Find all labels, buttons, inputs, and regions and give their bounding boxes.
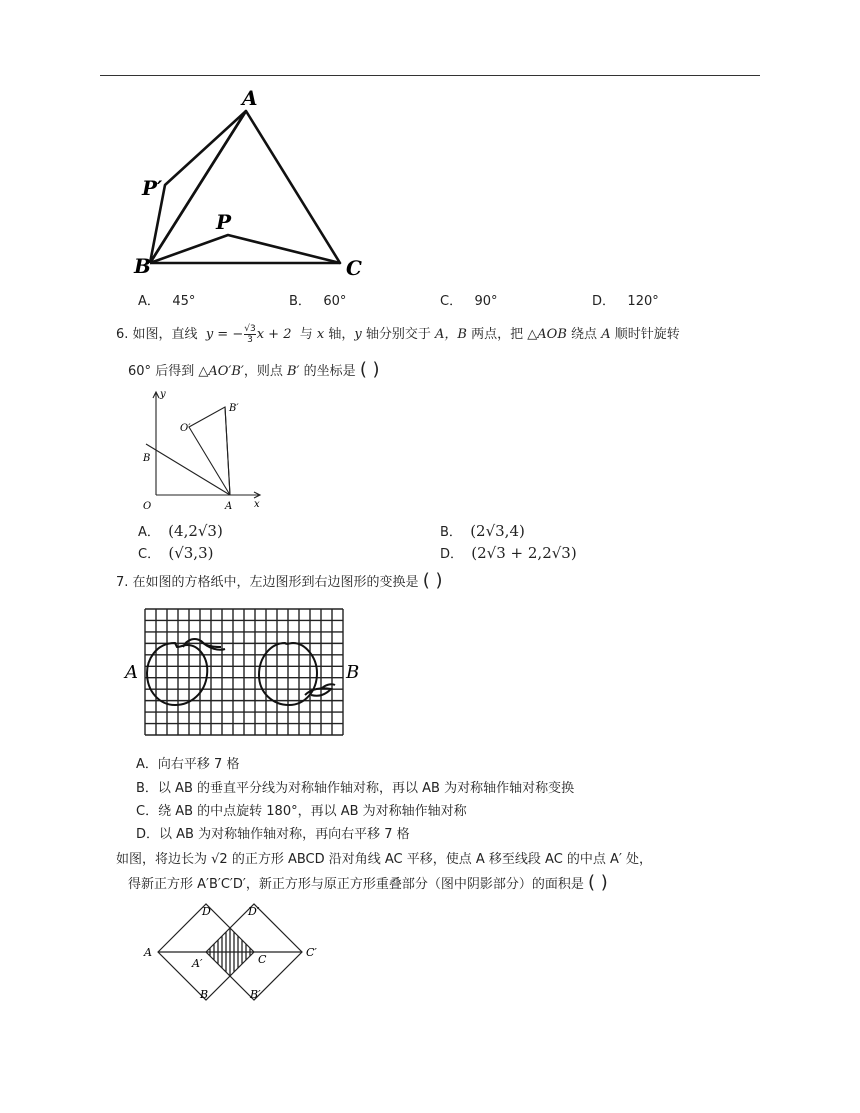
q7-answer-bracket[interactable]: ( ) — [422, 570, 443, 591]
q5-label-a: A — [242, 86, 258, 110]
q6-label-a: A — [225, 501, 233, 512]
q8-label-a-prime: A′ — [192, 957, 203, 970]
q8-figure — [140, 903, 360, 1003]
q6-label-b: B — [143, 453, 151, 464]
q6-label-o: O — [143, 501, 152, 512]
grid-paper — [145, 609, 343, 735]
q6-option-b[interactable]: B． (2√3,4) — [440, 522, 525, 540]
q8-label-a: A — [144, 946, 152, 959]
q6-option-c[interactable]: C． (√3,3) — [138, 544, 214, 562]
q5-option-b[interactable]: B． 60° — [289, 294, 347, 309]
q8-label-d-prime: D′ — [248, 905, 260, 918]
q6-label-b-prime: B′ — [229, 403, 239, 414]
q5-label-c: C — [346, 256, 362, 280]
header-rule — [100, 75, 760, 76]
q6-option-a[interactable]: A． (4,2√3) — [138, 522, 223, 540]
triangle-ao-b — [189, 407, 230, 495]
q8-answer-bracket[interactable]: ( ) — [587, 872, 608, 893]
q5-option-c[interactable]: C． 90° — [440, 294, 498, 309]
q8-label-c: C — [258, 953, 267, 966]
q6-answer-bracket[interactable]: ( ) — [359, 359, 380, 380]
line-ab — [146, 444, 230, 495]
segment-p — [150, 235, 340, 263]
q6-label-y: y — [160, 389, 166, 400]
q6-label-o-prime: O′ — [180, 423, 191, 434]
q6-stem-line1: 6. 如图，直线 y = − $\frac{√3}{3}$ x + 2 与 x 轴，y 轴分别交于 A，B 两点，把 △AOB 绕点 A 顺时针旋转 — [116, 324, 680, 345]
q5-figure — [130, 85, 370, 285]
q7-figure — [125, 603, 365, 743]
q8-stem-line2: 得新正方形 A′B′C′D′，新正方形与原正方形重叠部分（图中阴影部分）的面积是 ( ) — [128, 872, 608, 893]
q7-option-a[interactable]: A．向右平移 7 格 — [136, 757, 240, 772]
q7-label-a: A — [125, 662, 138, 683]
q8-stem-line1: 如图，将边长为 √2 的正方形 ABCD 沿对角线 AC 平移，使点 A 移至线段 AC 的中点 A′ 处， — [116, 852, 653, 867]
q6-stem-line2: 60° 后得到 △AO′B′，则点 B′ 的坐标是 ( ) — [128, 359, 380, 380]
q8-label-b: B — [200, 988, 209, 1001]
q7-option-b[interactable]: B．以 AB 的垂直平分线为对称轴作轴对称，再以 AB 为对称轴作轴对称变换 — [136, 781, 575, 796]
q8-label-b-prime: B′ — [250, 988, 261, 1001]
q6-figure — [136, 387, 266, 512]
q6-label-x: x — [254, 499, 260, 510]
q7-label-b: B — [346, 662, 360, 683]
q8-label-c-prime: C′ — [306, 946, 317, 959]
q5-option-d[interactable]: D． 120° — [592, 294, 659, 309]
q7-option-d[interactable]: D．以 AB 为对称轴作轴对称，再向右平移 7 格 — [136, 827, 410, 842]
q8-label-d: D — [202, 905, 211, 918]
q5-label-p-prime: P′ — [142, 176, 163, 200]
q7-stem: 7. 在如图的方格纸中，左边图形到右边图形的变换是 ( ) — [116, 570, 443, 591]
q5-option-a[interactable]: A． 45° — [138, 294, 196, 309]
q6-option-d[interactable]: D． (2√3 + 2,2√3) — [440, 544, 577, 562]
q5-label-b: B — [134, 254, 151, 278]
q5-label-p: P — [216, 210, 232, 234]
q7-option-c[interactable]: C．绕 AB 的中点旋转 180°，再以 AB 为对称轴作轴对称 — [136, 804, 467, 819]
